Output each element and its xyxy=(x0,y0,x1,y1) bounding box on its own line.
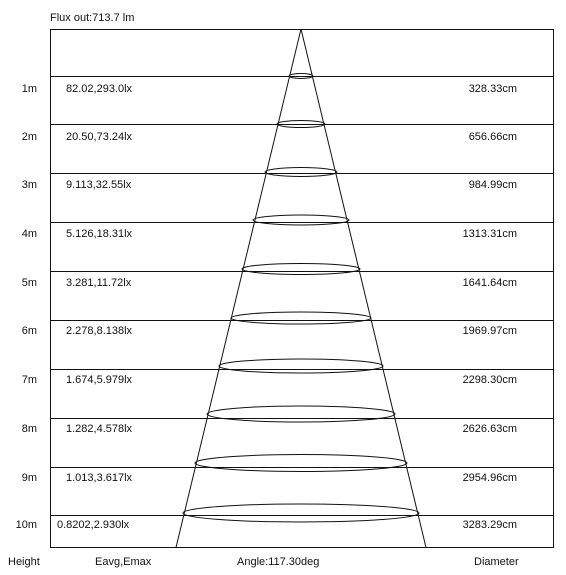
height-column-label: Height xyxy=(8,556,40,568)
beam-cross-section-ellipse xyxy=(265,168,337,177)
row-eavg-emax-value: 5.126,18.31lx xyxy=(66,228,133,240)
footer-labels xyxy=(8,556,519,568)
row-eavg-emax-value: 82.02,293.0lx xyxy=(66,83,133,95)
beam-angle-label: Angle:117.30deg xyxy=(237,556,320,568)
row-eavg-emax-value: 9.113,32.55lx xyxy=(66,179,132,191)
row-diameter-value: 656.66cm xyxy=(468,131,517,143)
row-height-label: 8m xyxy=(21,423,37,435)
beam-cross-section-ellipse xyxy=(242,264,360,275)
beam-cross-section-ellipse xyxy=(253,215,349,225)
row-eavg-emax-value: 1.282,4.578lx xyxy=(66,423,133,435)
row-diameter-value: 2298.30cm xyxy=(462,374,517,386)
row-diameter-value: 3283.29cm xyxy=(462,519,517,531)
row-height-label: 9m xyxy=(21,472,37,484)
beam-cross-section-ellipse xyxy=(195,455,407,472)
row-height-label: 5m xyxy=(21,277,37,289)
row-diameter-value: 984.99cm xyxy=(468,179,517,191)
beam-cross-section-ellipse xyxy=(231,312,371,324)
beam-cross-section-ellipse xyxy=(183,504,419,522)
row-eavg-emax-value: 3.281,11.72lx xyxy=(66,277,132,289)
row-diameter-value: 1641.64cm xyxy=(462,277,517,289)
row-height-label: 4m xyxy=(21,228,37,240)
row-diameter-value: 328.33cm xyxy=(468,83,517,95)
row-diameter-value: 1969.97cm xyxy=(462,325,517,337)
row-eavg-emax-value: 2.278,8.138lx xyxy=(66,325,133,337)
row-diameter-value: 2626.63cm xyxy=(462,423,517,435)
beam-cross-section-ellipse xyxy=(207,406,395,422)
row-height-label: 1m xyxy=(21,83,37,95)
row-diameter-value: 1313.31cm xyxy=(462,228,517,240)
light-cone xyxy=(176,29,426,548)
row-eavg-emax-value: 1.674,5.979lx xyxy=(66,374,133,386)
row-labels xyxy=(16,83,517,531)
row-eavg-emax-value: 1.013,3.617lx xyxy=(66,472,133,484)
eavg-emax-column-label: Eavg,Emax xyxy=(95,556,152,568)
row-height-label: 2m xyxy=(21,131,37,143)
flux-output-label: Flux out:713.7 lm xyxy=(50,12,135,24)
row-height-label: 7m xyxy=(21,374,37,386)
row-height-label: 3m xyxy=(21,179,37,191)
row-height-label: 6m xyxy=(21,325,37,337)
row-eavg-emax-value: 0.8202,2.930lx xyxy=(57,519,130,531)
diameter-column-label: Diameter xyxy=(474,556,519,568)
beam-cross-section-ellipse xyxy=(219,359,383,373)
row-eavg-emax-value: 20.50,73.24lx xyxy=(66,131,133,143)
row-diameter-value: 2954.96cm xyxy=(462,472,517,484)
row-height-label: 10m xyxy=(15,519,37,531)
